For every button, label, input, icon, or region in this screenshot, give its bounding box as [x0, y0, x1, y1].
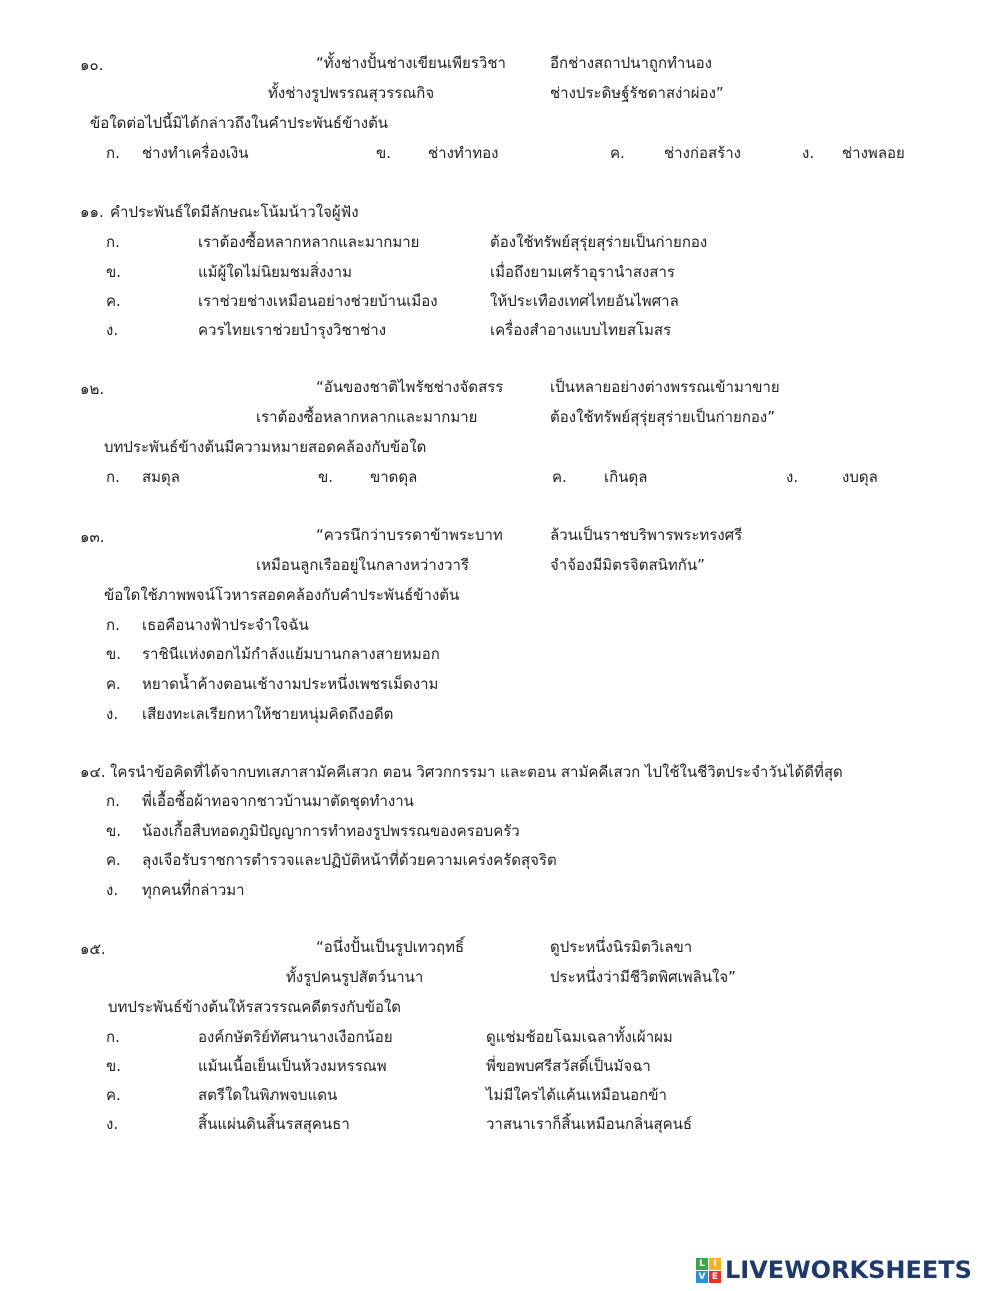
question-prompt: คำประพันธ์ใดมีลักษณะโน้มน้าวใจผู้ฟัง [110, 203, 359, 221]
option-label: ง. [106, 1115, 119, 1133]
option-text[interactable]: ทุกคนที่กล่าวมา [142, 881, 245, 899]
logo-letter: I [709, 1258, 721, 1270]
verse-line: ช่างประดิษฐ์รัชดาสง่าผ่อง” [550, 84, 724, 102]
verse-line: อีกช่างสถาปนาถูกทำนอง [550, 54, 712, 72]
logo-letter: L [696, 1258, 708, 1270]
option-text[interactable]: เมื่อถึงยามเศร้าอุรานำสงสาร [490, 263, 675, 281]
option-text[interactable]: แม้นเนื้อเย็นเป็นห้วงมหรรณพ [198, 1057, 387, 1075]
option-label: ก. [106, 144, 120, 162]
verse-line: ประหนึ่งว่ามีชีวิตพิศเพลินใจ” [550, 968, 736, 986]
option-label: ค. [552, 468, 567, 486]
live-blocks-icon [696, 1258, 721, 1283]
option-text[interactable]: ให้ประเทืองเทศไทยอันไพศาล [490, 292, 679, 310]
option-label: ข. [106, 645, 122, 663]
verse-line: ต้องใช้ทรัพย์สุรุ่ยสุร่ายเป็นก่ายกอง” [550, 408, 776, 426]
verse-line: ทั้งช่างรูปพรรณสุวรรณกิจ [268, 84, 435, 102]
verse-line: เป็นหลายอย่างต่างพรรณเข้ามาขาย [550, 378, 780, 396]
option-text[interactable]: วาสนาเราก็สิ้นเหมือนกลิ่นสุคนธ์ [486, 1115, 693, 1133]
option-text[interactable]: เราต้องซื้อหลากหลากและมากมาย [198, 233, 420, 251]
option-text[interactable]: ช่างก่อสร้าง [664, 144, 741, 162]
option-label: ก. [106, 1028, 120, 1046]
question-number: ๑๒. [80, 380, 105, 398]
option-text[interactable]: ลุงเจือรับราชการตำรวจและปฏิบัติหน้าที่ด้วยความเคร่งครัดสุจริต [142, 851, 557, 869]
question-number: ๑๑. [80, 203, 104, 221]
verse-line: “อันของชาติไพรัชช่างจัดสรร [316, 378, 504, 396]
question-number: ๑๐. [80, 56, 104, 74]
option-label: ข. [106, 1057, 122, 1075]
question-number: ๑๔. [80, 763, 106, 781]
option-text[interactable]: ช่างพลอย [842, 144, 905, 162]
question-prompt: บทประพันธ์ข้างต้นให้รสวรรณคดีตรงกับข้อใด [108, 998, 402, 1016]
option-label: ง. [786, 468, 799, 486]
option-label: ง. [106, 705, 119, 723]
option-label: ข. [376, 144, 392, 162]
option-text[interactable]: ช่างทำทอง [428, 144, 499, 162]
question-prompt: ใครนำข้อคิดที่ได้จากบทเสภาสามัคคีเสวก ตอน วิศวกกรรมา และตอน สามัคคีเสวก ไปใช้ในชีวิตประจำวันได้ดีที่สุด [110, 763, 843, 781]
option-label: ก. [106, 792, 120, 810]
option-text[interactable]: ไม่มีใครได้แค้นเหมือนอกข้า [486, 1086, 667, 1104]
option-label: ก. [106, 233, 120, 251]
verse-line: ดูประหนึ่งนิรมิตวิเลขา [550, 938, 693, 956]
question-prompt: ข้อใดใช้ภาพพจน์โวหารสอดคล้องกับคำประพันธ์ข้างต้น [104, 586, 460, 604]
option-text[interactable]: ขาดดุล [370, 468, 418, 486]
option-text[interactable]: หยาดน้ำค้างตอนเช้างามประหนึ่งเพชรเม็ดงาม [142, 675, 439, 693]
question-number: ๑๓. [80, 528, 105, 546]
option-text[interactable]: แม้ผู้ใดไม่นิยมชมสิ่งงาม [198, 263, 352, 281]
logo-letter: E [709, 1271, 721, 1283]
option-label: ข. [106, 822, 122, 840]
option-text[interactable]: องค์กษัตริย์ทัศนานางเงือกน้อย [198, 1028, 393, 1046]
option-label: ก. [106, 468, 120, 486]
option-text[interactable]: ช่างทำเครื่องเงิน [142, 144, 249, 162]
verse-line: “ควรนึกว่าบรรดาข้าพระบาท [316, 526, 503, 544]
option-text[interactable]: พี่เอื้อซื้อผ้าทอจากชาวบ้านมาตัดชุดทำงาน [142, 792, 414, 810]
option-text[interactable]: สิ้นแผ่นดินสิ้นรสสุคนธา [198, 1115, 350, 1133]
option-text[interactable]: ต้องใช้ทรัพย์สุรุ่ยสุร่ายเป็นก่ายกอง [490, 233, 708, 251]
option-text[interactable]: น้องเกื้อสืบทอดภูมิปัญญาการทำทองรูปพรรณของครอบครัว [142, 822, 520, 840]
question-prompt: ข้อใดต่อไปนี้มิได้กล่าวถึงในคำประพันธ์ข้างต้น [90, 114, 389, 132]
option-text[interactable]: ดูแช่มช้อยโฉมเฉลาทั้งเผ้าผม [486, 1028, 673, 1046]
liveworksheets-logo[interactable] [696, 1256, 972, 1284]
verse-line: ล้วนเป็นราชบริพารพระทรงศรี [550, 526, 743, 544]
option-label: ค. [106, 851, 121, 869]
option-text[interactable]: ราชินีแห่งดอกไม้กำลังแย้มบานกลางสายหมอก [142, 645, 440, 663]
option-label: ข. [106, 263, 122, 281]
option-label: ค. [106, 292, 121, 310]
option-text[interactable]: เกินดุล [604, 468, 648, 486]
option-label: ง. [802, 144, 815, 162]
verse-line: เราต้องซื้อหลากหลากและมากมาย [256, 408, 478, 426]
option-text[interactable]: ควรไทยเราช่วยบำรุงวิชาช่าง [198, 321, 387, 339]
option-text[interactable]: เครื่องสำอางแบบไทยสโมสร [490, 321, 672, 339]
option-label: ค. [610, 144, 625, 162]
option-label: ค. [106, 1086, 121, 1104]
option-text[interactable]: พี่ขอพบศรีสวัสดิ์เป็นมัจฉา [486, 1057, 651, 1075]
verse-line: จำจ้องมีมิตรจิตสนิทกัน” [550, 556, 705, 574]
option-text[interactable]: เธอคือนางฟ้าประจำใจฉัน [142, 616, 309, 634]
verse-line: ทั้งรูปคนรูปสัตว์นานา [286, 968, 424, 986]
verse-line: “อนึ่งปั้นเป็นรูปเทวฤทธิ์ [316, 938, 465, 956]
question-prompt: บทประพันธ์ข้างต้นมีความหมายสอดคล้องกับข้อใด [104, 438, 427, 456]
verse-line: “ทั้งช่างปั้นช่างเขียนเพียรวิชา [316, 54, 506, 72]
logo-text: LIVEWORKSHEETS [725, 1256, 972, 1284]
option-label: ง. [106, 881, 119, 899]
option-label: ง. [106, 321, 119, 339]
logo-letter: V [696, 1271, 708, 1283]
option-text[interactable]: สมดุล [142, 468, 180, 486]
question-number: ๑๕. [80, 940, 106, 958]
option-text[interactable]: งบดุล [842, 468, 878, 486]
verse-line: เหมือนลูกเรืออยู่ในกลางหว่างวารี [256, 556, 469, 574]
option-text[interactable]: เสียงทะเลเรียกหาให้ชายหนุ่มคิดถึงอดีต [142, 705, 394, 723]
option-text[interactable]: เราช่วยช่างเหมือนอย่างช่วยบ้านเมือง [198, 292, 438, 310]
option-text[interactable]: สตรีใดในพิภพจบแดน [198, 1086, 338, 1104]
option-label: ข. [318, 468, 334, 486]
option-label: ค. [106, 675, 121, 693]
option-label: ก. [106, 616, 120, 634]
